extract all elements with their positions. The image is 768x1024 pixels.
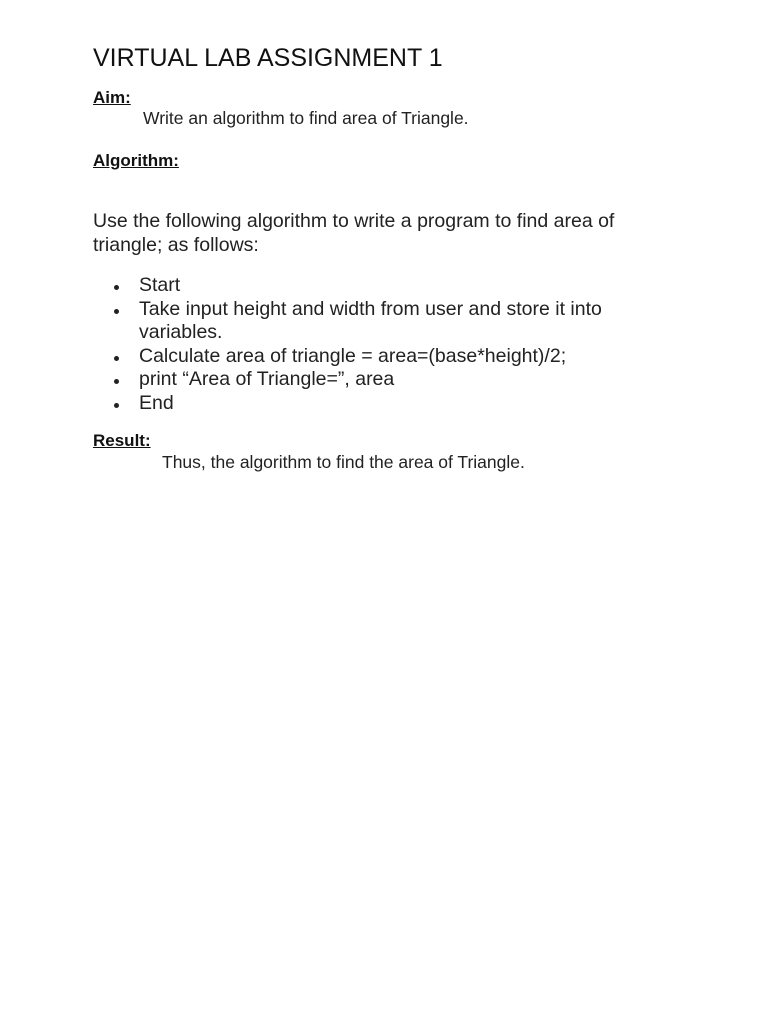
- document-title: VIRTUAL LAB ASSIGNMENT 1: [93, 44, 443, 72]
- algorithm-intro: Use the following algorithm to write a program to find area of triangle; as follows:: [93, 210, 615, 256]
- step-text: Start: [139, 274, 181, 296]
- bullet-icon: [114, 285, 119, 290]
- step-text: Take input height and width from user and store it into variables.: [139, 297, 602, 343]
- result-heading: Result:: [93, 431, 151, 450]
- algorithm-step: [93, 274, 683, 298]
- algorithm-step: [93, 392, 683, 416]
- step-text: print “Area of Triangle=”, area: [139, 368, 395, 390]
- result-text: Thus, the algorithm to find the area of Triangle.: [162, 452, 525, 472]
- bullet-icon: [114, 403, 119, 408]
- algorithm-step: [93, 298, 683, 345]
- algorithm-steps: [93, 274, 683, 415]
- bullet-icon: [114, 309, 119, 314]
- aim-heading: Aim:: [93, 88, 131, 107]
- algorithm-heading: Algorithm:: [93, 151, 179, 170]
- algorithm-step: [93, 345, 683, 369]
- step-text: Calculate area of triangle = area=(base*height)/2;: [139, 344, 567, 367]
- bullet-icon: [114, 379, 119, 384]
- aim-text: Write an algorithm to find area of Triangle.: [143, 108, 469, 128]
- step-text: End: [139, 391, 174, 414]
- bullet-icon: [114, 356, 119, 361]
- algorithm-step: [93, 368, 683, 392]
